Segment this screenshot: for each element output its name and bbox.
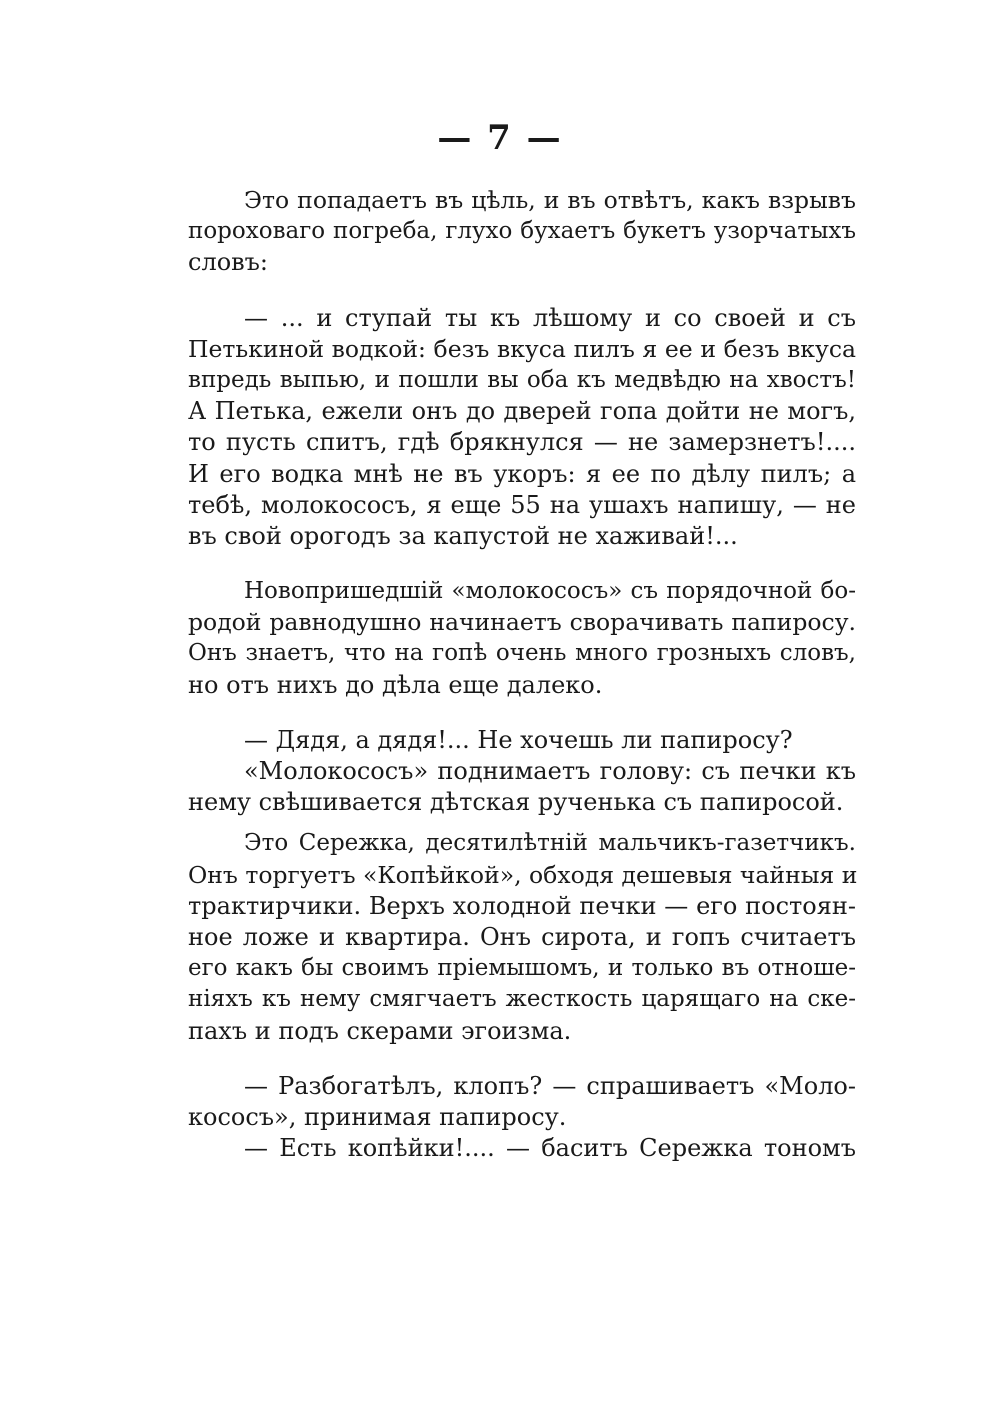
text-line: — ... и ступай ты къ лѣшому и со своей и съ [244,303,856,332]
text-line: — Разбогатѣлъ, клопъ? — спрашиваетъ «Моло- [244,1071,856,1100]
text-line: словъ: [188,248,269,277]
text-line: впредь выпью, и пошли вы оба къ медвѣдю на хвостъ! [188,366,856,393]
text-line: но отъ нихъ до дѣла еще далеко. [188,670,603,699]
text-line: кососъ», принимая папиросу. [188,1102,567,1131]
text-line: — Есть копѣйки!.... — баситъ Сережка тономъ [244,1134,856,1163]
text-line: Новопришедшій «молокососъ» съ порядочной бо- [244,578,856,605]
text-line: въ свой орогодъ за капустой не хаживай!... [188,521,738,550]
text-line: нему свѣшивается дѣтская рученька съ папиросой. [188,788,844,817]
paragraph-gap [188,701,856,725]
text-line: пахъ и подъ скерами эгоизма. [188,1016,572,1045]
text-line: трактирчики. Верхъ холодной печки — его постоян- [188,891,856,920]
text-line: «Молокососъ» поднимаетъ голову: съ печки къ [244,757,856,785]
text-line: И его водка мнѣ не въ укоръ: я ее по дѣлу пилъ; а [188,459,856,488]
text-line: Это Сережка, десятилѣтній мальчикъ-газетчикъ. [244,830,856,857]
page-number: — 7 — [437,118,563,158]
text-line: Петькиной водкой: безъ вкуса пилъ я ее и безъ вкуса [188,334,856,363]
paragraph-gap [188,818,856,828]
paragraph-gap [188,279,856,303]
body-text [188,185,856,1164]
text-line: Это попадаетъ въ цѣль, и въ отвѣтъ, какъ взрывъ [244,186,856,214]
text-line: Онъ знаетъ, что на гопѣ очень много грозныхъ словъ, [188,640,856,667]
text-line: А Петька, ежели онъ до дверей гопа дойти не могъ, [188,397,856,426]
text-line: Онъ торгуетъ «Копѣйкой», обходя дешевыя чайныя и [188,860,858,889]
paragraph-gap [188,1047,856,1071]
text-line: тебѣ, молокососъ, я еще 55 на ушахъ напишу, — не [188,490,856,519]
text-line: ное ложе и квартира. Онъ сирота, и гопъ считаетъ [188,922,856,951]
text-line: ніяхъ къ нему смягчаетъ жесткость царящаго на ске- [188,986,856,1013]
text-line: его какъ бы своимъ пріемышомъ, и только въ отноше- [188,955,856,982]
paragraph-gap [188,552,856,576]
text-line: — Дядя, а дядя!... Не хочешь ли папиросу? [244,725,793,754]
text-line: пороховаго погреба, глухо бухаетъ букетъ узорчатыхъ [188,218,856,245]
text-line: родой равнодушно начинаетъ сворачивать папиросу. [188,608,856,637]
text-line: то пусть спитъ, гдѣ брякнулся — не замерзнетъ!.... [188,428,856,457]
